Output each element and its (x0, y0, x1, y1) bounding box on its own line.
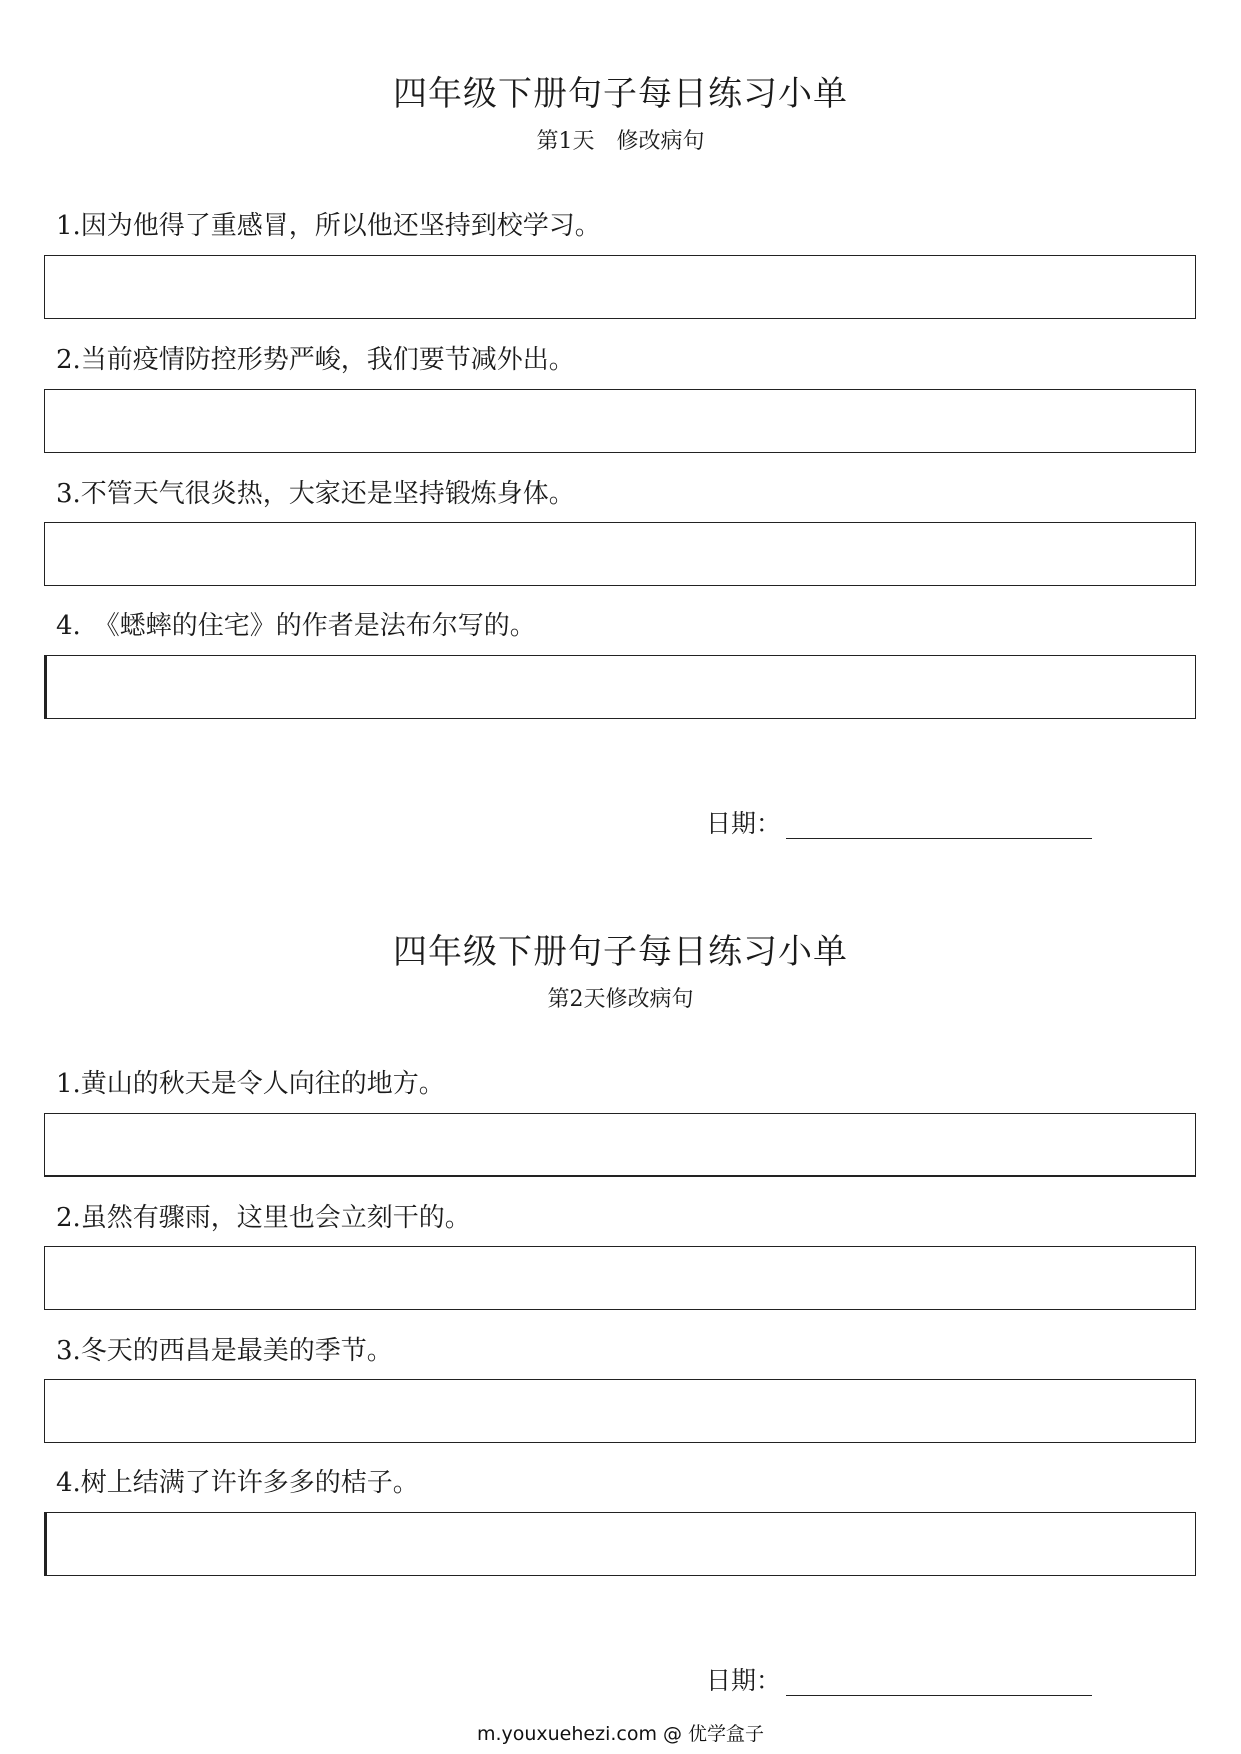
footer-watermark: m.youxuehezi.com @ 优学盒子 (476, 1723, 765, 1745)
answer-box-3[interactable] (44, 522, 1196, 586)
date-label: 日期： (706, 809, 782, 838)
question-1: 1.黄山的秋天是令人向往的地方。 (56, 1069, 445, 1099)
date-field[interactable] (786, 810, 1092, 839)
question-1: 1.因为他得了重感冒，所以他还坚持到校学习。 (56, 211, 601, 241)
question-4: 4. 《蟋蟀的住宅》的作者是法布尔写的。 (56, 611, 536, 641)
answer-box-4[interactable] (44, 655, 1196, 719)
question-2: 2.虽然有骤雨，这里也会立刻干的。 (56, 1203, 471, 1233)
sheet-title: 四年级下册句子每日练习小单 (393, 932, 848, 972)
date-label: 日期： (706, 1666, 782, 1695)
answer-box-4[interactable] (44, 1512, 1196, 1576)
sheet-subtitle: 第2天修改病句 (547, 987, 694, 1012)
answer-box-1[interactable] (44, 255, 1196, 319)
question-2: 2.当前疫情防控形势严峻，我们要节减外出。 (56, 345, 575, 375)
answer-box-2[interactable] (44, 389, 1196, 453)
question-3: 3.不管天气很炎热，大家还是坚持锻炼身体。 (56, 479, 575, 509)
question-4: 4.树上结满了许许多多的桔子。 (56, 1468, 419, 1498)
answer-box-2[interactable] (44, 1246, 1196, 1310)
answer-box-3[interactable] (44, 1379, 1196, 1443)
sheet-subtitle: 第1天 修改病句 (536, 129, 705, 154)
date-field[interactable] (786, 1667, 1092, 1696)
sheet-title: 四年级下册句子每日练习小单 (393, 74, 848, 114)
answer-box-1[interactable] (44, 1113, 1196, 1177)
question-3: 3.冬天的西昌是最美的季节。 (56, 1336, 393, 1366)
